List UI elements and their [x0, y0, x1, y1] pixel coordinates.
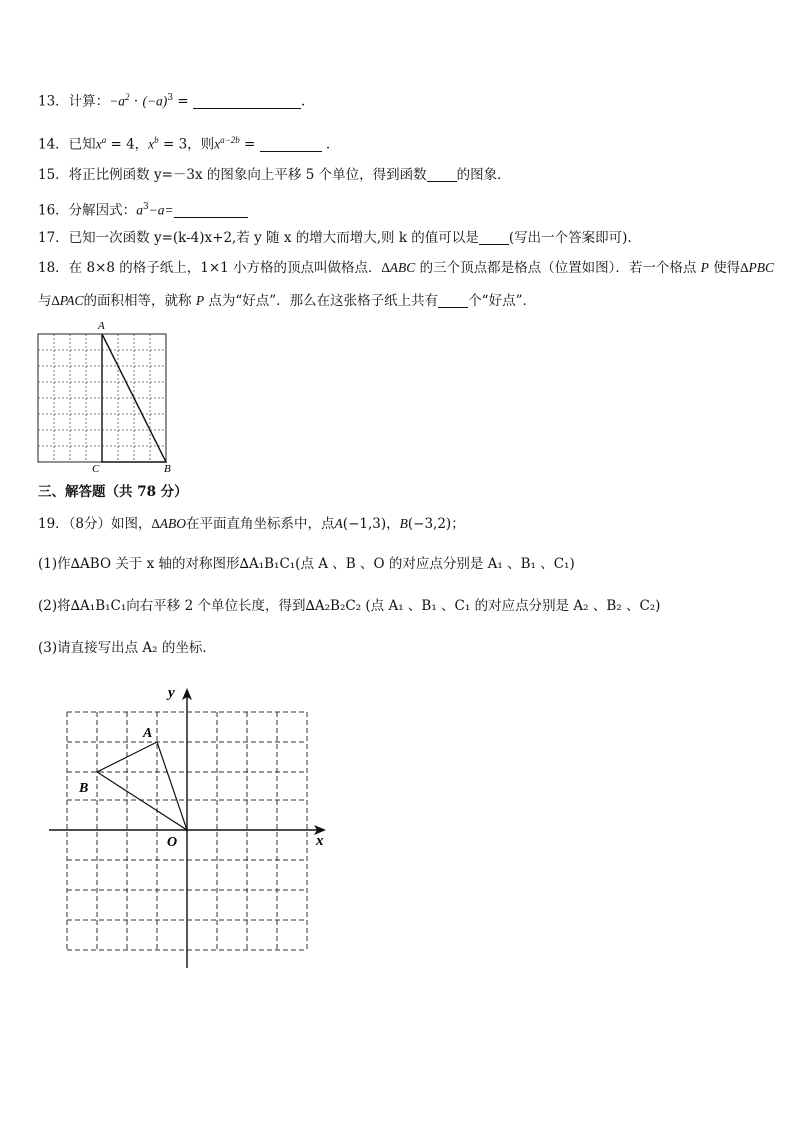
answer-blank: [427, 167, 457, 182]
label-c: C: [92, 463, 100, 475]
question-19-intro: 19．（8分）如图，∆ABO在平面直角坐标系中，点A(−1,3)，B(−3,2)；: [38, 516, 465, 532]
answer-blank: [260, 137, 322, 152]
label-x: x: [316, 833, 324, 849]
question-14: 14．已知$x^a = 4$，$x^b = 3$，则$x^{a-2b}$ = .: [38, 135, 331, 153]
label-y: y: [168, 685, 175, 701]
question-19-part-2: (2)将∆A₁B₁C₁向右平移 2 个单位长度，得到∆A₂B₂C₂ (点 A₁ 、B₁ 、C₁ 的对应点分别是 A₂ 、B₂ 、C₂): [38, 598, 661, 614]
answer-blank: [479, 230, 509, 245]
section-3-title: 三、解答题（共 78 分）: [38, 484, 188, 500]
question-18-line-2: 与∆PAC的面积相等，就称 P 点为“好点”．那么在这张格子纸上共有 个“好点”．: [38, 293, 536, 309]
question-17: 17．已知一次函数 y=(k-4)x+2,若 y 随 x 的增大而增大,则 k 的值可以是 (写出一个答案即可).: [38, 230, 632, 246]
label-o: O: [167, 835, 178, 850]
label-b: B: [79, 781, 89, 796]
question-13: 13．计算：$-a^2 \cdot (-a)^3$ = .: [38, 92, 306, 110]
answer-blank: [438, 293, 468, 308]
question-18-line-1: 18．在 8×8 的格子纸上，1×1 小方格的顶点叫做格点．∆ABC 的三个顶点都是格点（位置如图）．若一个格点 P 使得∆PBC: [38, 260, 774, 276]
label-b: B: [164, 463, 171, 475]
label-a: A: [98, 320, 105, 332]
grid-figure-q18: [36, 318, 176, 476]
question-19-part-1: (1)作∆ABO 关于 x 轴的对称图形∆A₁B₁C₁(点 A 、B 、O 的对应点分别是 A₁ 、B₁ 、C₁): [38, 556, 575, 572]
question-19-part-3: (3)请直接写出点 A₂ 的坐标．: [38, 640, 216, 656]
triangle-abo: [97, 742, 187, 830]
question-15: 15．将正比例函数 y=－3x 的图象向上平移 5 个单位，得到函数 的图象．: [38, 167, 511, 183]
question-16: 16．分解因式：$a^3-a=$: [38, 198, 248, 220]
label-a: A: [143, 726, 153, 741]
coordinate-figure-q19: [44, 680, 344, 972]
answer-blank: [174, 203, 248, 218]
answer-blank: [193, 94, 301, 109]
